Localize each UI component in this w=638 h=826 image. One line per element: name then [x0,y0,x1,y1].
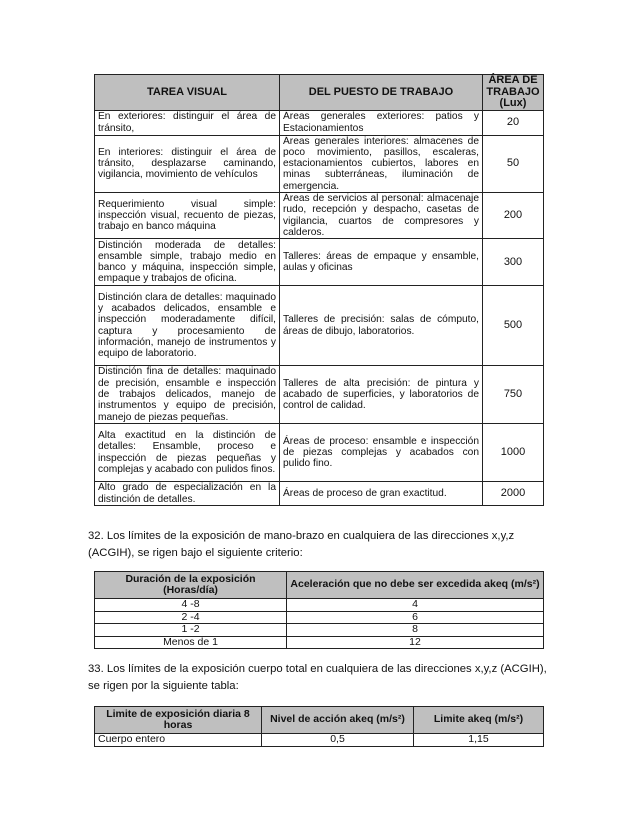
hand-arm-exposure-table [94,571,544,649]
cell-tarea: En interiores: distinguir el área de tránsito, desplazarse caminando, vigilancia, movimiento de vehículos [95,135,280,192]
header-area-trabajo: ÁREA DE TRABAJO (Lux) [483,75,544,111]
cell-lux: 500 [483,286,544,366]
table-header-row [95,572,544,599]
cell-lux: 2000 [483,482,544,506]
cell-tarea: Alta exactitud en la distinción de detalles: Ensamble, proceso e inspección de piezas pequeñas y complejas y acabado con pulidos finos. [95,424,280,482]
table-row [95,599,544,612]
cell-aceleracion: 6 [287,611,544,624]
cell-tarea: En exteriores: distinguir el área de tránsito, [95,110,280,135]
cell-limite: 1,15 [414,734,544,747]
cell-aceleracion: 12 [287,636,544,649]
cell-puesto: Áreas de servicios al personal: almacenaje rudo, recepción y despacho, casetas de vigilancia, cuartos de compresores y calderos. [280,192,483,238]
cell-puesto: Talleres de precisión: salas de cómputo, áreas de dibujo, laboratorios. [280,286,483,366]
cell-tarea: Distinción clara de detalles: maquinado y acabados delicados, ensamble e inspección moderadamente difícil, captura y procesamiento de información, manejo de instrumentos y equipo de laboratorio. [95,286,280,366]
header-aceleracion: Aceleración que no debe ser excedida akeq (m/s²) [287,572,544,599]
table-row [95,482,544,506]
cell-lux: 50 [483,135,544,192]
cell-puesto: Talleres: áreas de empaque y ensamble, aulas y oficinas [280,239,483,286]
cell-lux: 1000 [483,424,544,482]
illumination-table [94,74,544,506]
cell-lux: 750 [483,366,544,424]
table-row [95,734,544,747]
cell-duracion: Menos de 1 [95,636,287,649]
paragraph-33: 33. Los límites de la exposición cuerpo total en cualquiera de las direcciones x,y,z (ACGIH), se rigen por la siguiente tabla: [88,663,547,692]
cell-nivel-accion: 0,5 [262,734,414,747]
table-row [95,611,544,624]
header-puesto-trabajo: DEL PUESTO DE TRABAJO [280,75,483,111]
cell-puesto: Áreas generales exteriores: patios y Estacionamientos [280,110,483,135]
header-limite-exposicion: Limite de exposición diaria 8 horas [95,707,262,734]
table-header-row [95,75,544,111]
table-row [95,192,544,238]
table-row [95,286,544,366]
table-row [95,366,544,424]
cell-duracion: 1 -2 [95,624,287,637]
table-row [95,110,544,135]
cell-aceleracion: 4 [287,599,544,612]
cell-tarea: Alto grado de especialización en la distinción de detalles. [95,482,280,506]
cell-puesto: Áreas generales interiores: almacenes de poco movimiento, pasillos, escaleras, estacionamientos cubiertos, labores en minas subterráneas, iluminación de emergencia. [280,135,483,192]
cell-lux: 300 [483,239,544,286]
table-row [95,624,544,637]
cell-tarea: Distinción moderada de detalles: ensamble simple, trabajo medio en banco y máquina, inspección simple, empaque y trabajos de oficina. [95,239,280,286]
cell-duracion: 4 -8 [95,599,287,612]
cell-tarea: Requerimiento visual simple: inspección visual, recuento de piezas, trabajo en banco máquina [95,192,280,238]
header-nivel-accion: Nivel de acción akeq (m/s²) [262,707,414,734]
header-duracion: Duración de la exposición (Horas/día) [95,572,287,599]
cell-cuerpo: Cuerpo entero [95,734,262,747]
table-row [95,636,544,649]
header-limite-akeq: Limite akeq (m/s²) [414,707,544,734]
table-row [95,239,544,286]
cell-lux: 20 [483,110,544,135]
cell-tarea: Distinción fina de detalles: maquinado de precisión, ensamble e inspección de trabajos delicados, manejo de instrumentos y equipo de precisión, manejo de piezas pequeñas. [95,366,280,424]
paragraph-32: 32. Los límites de la exposición de mano-brazo en cualquiera de las direcciones x,y,z (ACGIH), se rigen bajo el siguiente criterio: [88,530,515,559]
cell-puesto: Talleres de alta precisión: de pintura y acabado de superficies, y laboratorios de control de calidad. [280,366,483,424]
cell-lux: 200 [483,192,544,238]
table-row [95,135,544,192]
cell-aceleracion: 8 [287,624,544,637]
cell-puesto: Áreas de proceso de gran exactitud. [280,482,483,506]
cell-duracion: 2 -4 [95,611,287,624]
table-header-row [95,707,544,734]
cell-puesto: Áreas de proceso: ensamble e inspección de piezas complejas y acabados con pulido fino. [280,424,483,482]
table-row [95,424,544,482]
whole-body-exposure-table [94,706,544,747]
header-tarea-visual: TAREA VISUAL [95,75,280,111]
